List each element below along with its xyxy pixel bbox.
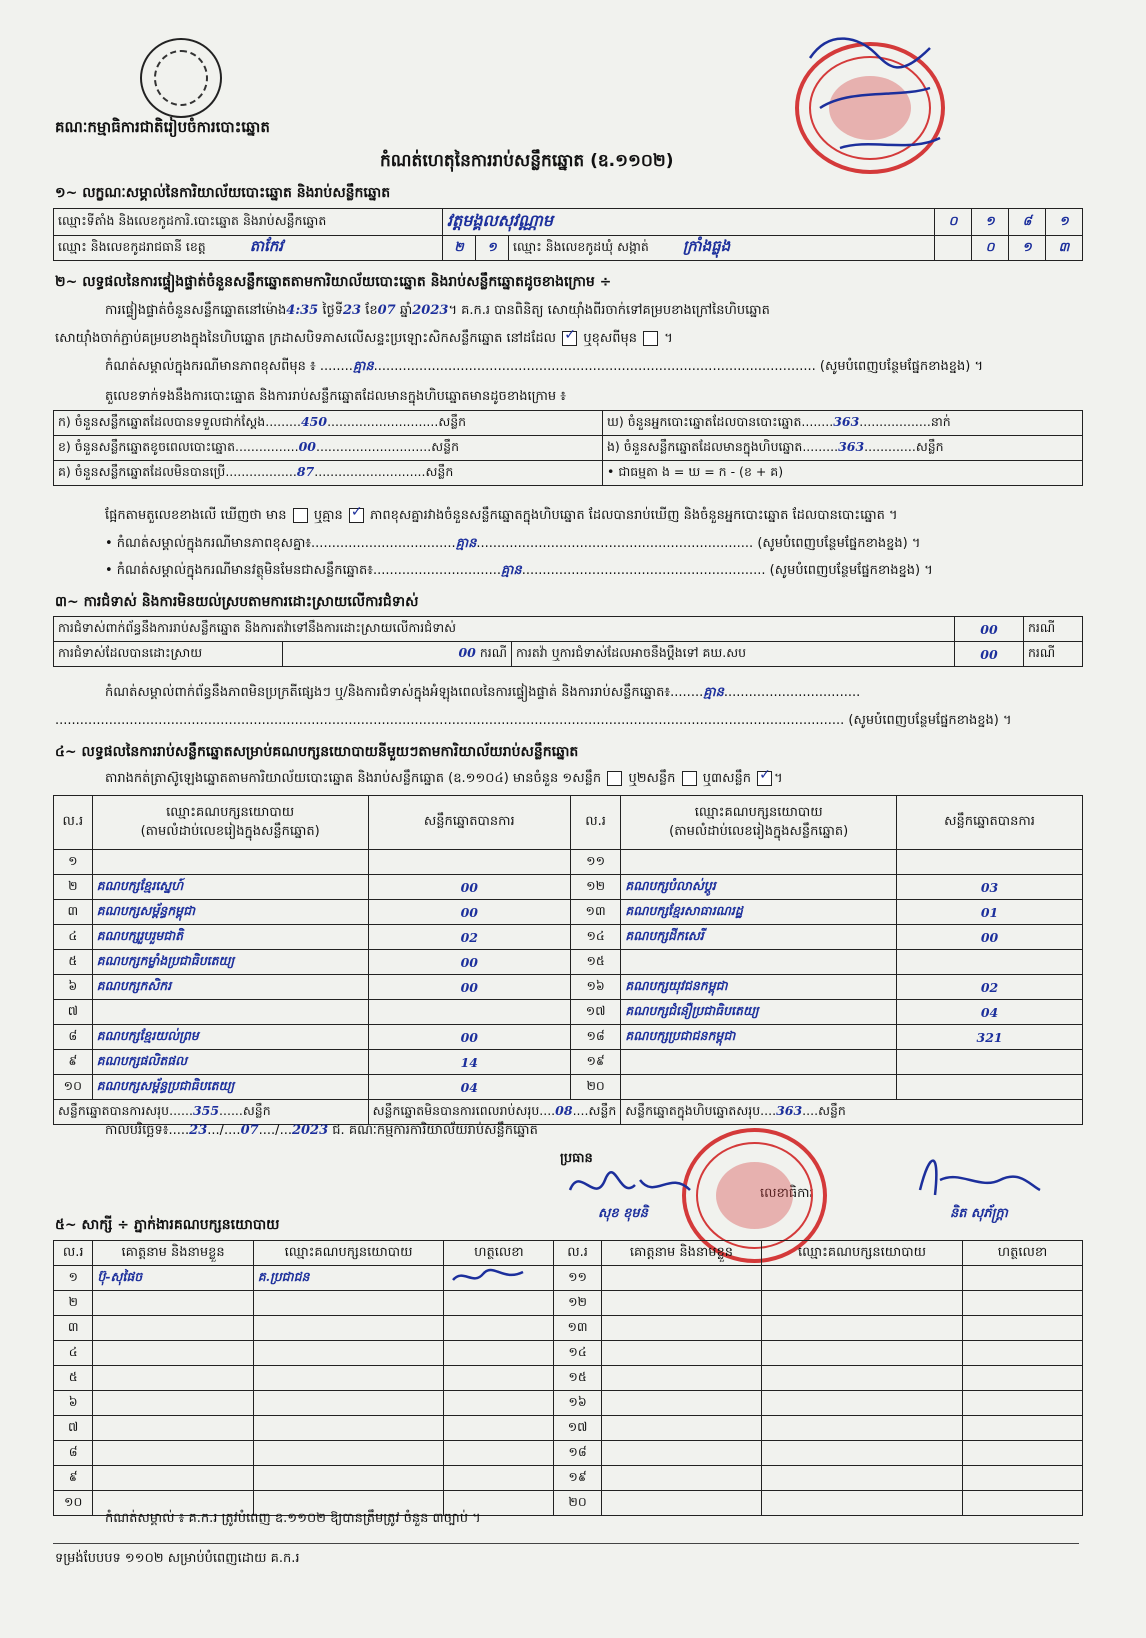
witness-signature [962, 1491, 1082, 1516]
witness-name [601, 1416, 761, 1441]
nec-emblem-icon [140, 38, 222, 118]
witness-signature-mark [448, 1268, 528, 1286]
witness-signature [444, 1366, 554, 1391]
organization-name: គណៈកម្មាធិការជាតិរៀបចំការបោះឆ្នោត [55, 118, 270, 136]
invalid-total-value: 08 [555, 1102, 573, 1118]
witness-no: ២០ [554, 1491, 601, 1516]
province-code-digit: ១ [476, 236, 509, 261]
result-no: ១ [54, 850, 93, 875]
result-party: គណបក្សជំនឿប្រជាធិបតេយ្យ [621, 1000, 897, 1025]
result-votes: 00 [368, 975, 570, 1000]
result-votes [897, 1075, 1083, 1100]
verify-time: 4:35 [286, 303, 319, 318]
witness-name [601, 1441, 761, 1466]
witness-signature [962, 1466, 1082, 1491]
ballots-in-box-value: 363 [838, 438, 865, 454]
witness-no: ១០ [54, 1491, 93, 1516]
witness-name [93, 1341, 253, 1366]
witness-row [54, 1441, 1083, 1466]
result-party: គណបក្សដីកសេរី [621, 925, 897, 950]
witness-no: ២ [54, 1291, 93, 1316]
form-title: កំណត់ហេតុនៃការរាប់សន្លឹកឆ្នោត (ឧ.១១០២) [380, 151, 674, 171]
result-no: ១៣ [570, 900, 620, 925]
witness-signature [444, 1291, 554, 1316]
note-discrepancy: • កំណត់សម្គាល់ក្នុងករណីមានភាពខុសគ្នា៖...................................គ្មាន................................................................... (សូមបំពេញបន្ថែមផ្នែកខាងខ្នង) ។ [105, 536, 921, 551]
witness-party: គ.ប្រជាជន [253, 1266, 444, 1291]
province-value: តាកែវ [249, 237, 284, 255]
witness-name [601, 1266, 761, 1291]
witness-row [54, 1291, 1083, 1316]
secretary-label: លេខាធិការ [760, 1186, 814, 1201]
result-no: ៤ [54, 925, 93, 950]
result-votes [368, 850, 570, 875]
witness-no: ១៧ [554, 1416, 601, 1441]
location-code-digit: ៨ [1009, 209, 1046, 236]
result-no: ១៨ [570, 1025, 620, 1050]
witness-signature [444, 1316, 554, 1341]
result-votes [897, 1050, 1083, 1075]
result-votes: 00 [368, 900, 570, 925]
result-votes: 14 [368, 1050, 570, 1075]
totals-row [54, 1100, 1083, 1125]
witness-party [253, 1316, 444, 1341]
chair-label: ប្រធាន [560, 1151, 593, 1166]
result-party: គណបក្សកសិករ [92, 975, 368, 1000]
result-party [621, 1075, 897, 1100]
province-label: ឈ្មោះ និងលេខកូដរាជធានី ខេត្ត តាកែវ [54, 236, 443, 261]
witness-signature [962, 1416, 1082, 1441]
witness-no: ១៦ [554, 1391, 601, 1416]
witness-note: កំណត់សម្គាល់ ៖ គ.ក.រ ត្រូវបំពេញ ឧ.១១០២ ឱ្យបានត្រឹមត្រូវ ចំនួន ៣ច្បាប់ ។ [105, 1511, 481, 1526]
section5-heading: ៥~ សាក្សី ÷ ភ្នាក់ងារគណបក្សនយោបាយ [55, 1217, 280, 1233]
result-party: គណបក្សផលិតផល [92, 1050, 368, 1075]
result-row [54, 900, 1083, 925]
witness-name [601, 1391, 761, 1416]
appeals-count: 00 [955, 642, 1024, 667]
witness-party [762, 1341, 963, 1366]
unused-ballots-value: 87 [296, 463, 315, 479]
witness-no: ១១ [554, 1266, 601, 1291]
result-no: ១៦ [570, 975, 620, 1000]
witness-no: ១៣ [554, 1316, 601, 1341]
figures-table: ក) ចំនួនសន្លឹកឆ្នោតដែលបានទទួលជាក់ស្តែង.........450............................សន្លឹក ឃ) ចំនួនអ្នកបោះឆ្នោតដែលបានបោះឆ្នោត........363..................នាក់ ខ) ចំនួនសន្លឹកឆ្នោតខូចពេលបោះឆ្នោត................00.............................សន្លឹក ង) ចំនួនសន្លឹកឆ្នោតដែលមានក្នុងហិបឆ្នោត.........363.............សន្លឹក គ) ចំនួនសន្លឹកឆ្នោតដែលមិនបានប្រើ..................87............................សន្លឹក • ជាធម្មតា ង = ឃ = ក - (ខ + គ) [53, 410, 1083, 486]
witness-name [601, 1491, 761, 1516]
witness-party [762, 1441, 963, 1466]
result-party: គណបក្សយុវជនកម្ពុជា [621, 975, 897, 1000]
result-row [54, 925, 1083, 950]
result-votes: 00 [368, 1025, 570, 1050]
witness-name [601, 1341, 761, 1366]
result-votes: 02 [897, 975, 1083, 1000]
result-party [621, 950, 897, 975]
changed-checkbox[interactable] [643, 331, 658, 346]
tally-sheets-line: តារាងកត់ត្រាស៊ូឡេងឆ្នោតតាមការិយាល័យបោះឆ្នោត និងរាប់សន្លឹកឆ្នោត (ឧ.១១០៤) មានចំនួន ១សន្លឹក ឬ២សន្លឹក ឬ៣សន្លឹក ✓ ។ [105, 770, 783, 789]
results-table: ល.រ ឈ្មោះគណបក្សនយោបាយ (តាមលំដាប់លេខរៀងក្នុងសន្លឹកឆ្នោត) សន្លឹកឆ្នោតបានការ ល.រ ឈ្មោះគណបក្សនយោបាយ (តាមលំដាប់លេខរៀងក្នុងសន្លឹកឆ្នោត) សន្លឹកឆ្នោតបានការ ១ ១១ ២ គណបក្សខ្មែរស្នេហ៍ 00 ១២ គណបក្សបំលាស់ប្ដូរ 03 ៣ គណបក្សសម្ព័ន្ធកម្ពុជា 00 ១៣ គណបក្សខ្មែរសាធារណរដ្ឋ 01 ៤ គណបក្សរួបរួមជាតិ 02 ១៤ គណបក្សដីកសេរី 00 ៥ គណបក្សកម្លាំងប្រជាធិបតេយ្យ 00 ១៥ ៦ គណបក្សកសិករ 00 ១៦ គណបក្សយុវជនកម្ពុជា 02 ៧ ១៧ គណបក្សជំនឿប្រជាធិបតេយ្យ 04 ៨ គណបក្សខ្មែរយល់ព្រម 00 ១៨ គណបក្សប្រជាជនកម្ពុជា 321 ៩ គណបក្សផលិតផល 14 ១៩ ១០ គណបក្សសម្ព័ន្ធប្រជាធិបតេយ្យ 04 ២០ សន្លឹកឆ្នោតបានការសរុប......355......សន្លឹក សន្លឹកឆ្នោតមិនបានការពេលរាប់សរុប....08....សន្លឹក សន្លឹកឆ្នោតក្នុងហិបឆ្នោតសរុប....363....សន្លឹក [53, 795, 1083, 1125]
witness-name [93, 1316, 253, 1341]
verify-year: 2023 [412, 303, 449, 318]
witness-name [93, 1391, 253, 1416]
witness-row [54, 1366, 1083, 1391]
witness-no: ៩ [54, 1466, 93, 1491]
discrepancy-line: ផ្អែកតាមតួលេខខាងលើ ឃើញថា មាន ឬគ្មាន ✓ ភាពខុសគ្នារវាងចំនួនសន្លឹកឆ្នោតក្នុងហិបឆ្នោត ដែលបានរាប់ឃើញ និងចំនួនអ្នកបោះឆ្នោត ដែលបានបោះឆ្នោត ។ [105, 507, 898, 526]
secretary-signature [900, 1140, 1050, 1210]
result-votes [897, 950, 1083, 975]
objections-table: ការជំទាស់ពាក់ព័ន្ធនឹងការរាប់សន្លឹកឆ្នោត និងការតវ៉ាទៅនឹងការដោះស្រាយលើការជំទាស់ 00 ករណី ការជំទាស់ដែលបានដោះស្រាយ 00 ករណី ការតវ៉ា ឬការជំទាស់ដែលអាចនឹងប្តឹងទៅ គឃ.សប 00 ករណី [53, 616, 1083, 667]
result-votes [897, 850, 1083, 875]
witness-row [54, 1416, 1083, 1441]
result-no: ១៤ [570, 925, 620, 950]
location-code-digit: ១ [972, 209, 1009, 236]
one-sheet-checkbox[interactable] [607, 771, 622, 786]
note-irregularities: កំណត់សម្គាល់ពាក់ព័ន្ធនឹងភាពមិនប្រក្រតីផ្សេងៗ ឬ/និងការជំទាស់ក្នុងអំឡុងពេលនៃការផ្ទៀងផ្ទាត់ និងការរាប់សន្លឹកឆ្នោត៖........គ្មាន................................. [105, 685, 861, 700]
witness-party [253, 1466, 444, 1491]
witness-signature [444, 1341, 554, 1366]
result-row [54, 1075, 1083, 1100]
secretary-name: និត សុភ័ក្ត្រា [950, 1206, 1008, 1221]
verify-month: 07 [377, 303, 396, 318]
witness-row [54, 1466, 1083, 1491]
box-total-value: 363 [776, 1102, 803, 1118]
witness-party [253, 1391, 444, 1416]
result-votes: 00 [368, 950, 570, 975]
section1-table [53, 208, 1083, 261]
result-votes: 321 [897, 1025, 1083, 1050]
location-value: វត្តមង្គលសុវណ្ណាម [443, 209, 935, 236]
result-no: ១១ [570, 850, 620, 875]
result-row [54, 975, 1083, 1000]
result-no: ៦ [54, 975, 93, 1000]
witness-no: ១៥ [554, 1366, 601, 1391]
witness-row [54, 1266, 1083, 1291]
witness-party [253, 1441, 444, 1466]
result-party [92, 850, 368, 875]
result-party: គណបក្សសម្ព័ន្ធប្រជាធិបតេយ្យ [92, 1075, 368, 1100]
note-foreign-objects: • កំណត់សម្គាល់ក្នុងករណីមានវត្ថុមិនមែនជាសន្លឹកឆ្នោត៖...............................គ្មាន........................................................... (សូមបំពេញបន្ថែមផ្នែកខាងខ្នង) ។ [105, 563, 933, 578]
valid-total-value: 355 [192, 1102, 220, 1118]
witness-name [93, 1466, 253, 1491]
result-votes: 03 [897, 875, 1083, 900]
section2-heading: ២~ លទ្ធផលនៃការផ្ទៀងផ្ទាត់ចំនួនសន្លឹកឆ្នោតតាមការិយាល័យបោះឆ្នោត និងរាប់សន្លឹកឆ្នោតដូចខាងក្រោម ÷ [55, 274, 612, 290]
result-no: ១៩ [570, 1050, 620, 1075]
result-party: គណបក្សបំលាស់ប្ដូរ [621, 875, 897, 900]
witness-signature [962, 1366, 1082, 1391]
verification-paragraph: ការផ្ទៀងផ្ទាត់ចំនួនសន្លឹកឆ្នោតនៅម៉ោង4:35 ថ្ងៃទី23 ខែ07 ឆ្នាំ2023។ គ.ក.រ បានពិនិត្យ សោយ៉ាំងពីរចាក់ទៅគម្របខាងក្រៅនៃហិបឆ្នោត [105, 303, 770, 318]
witness-signature [962, 1391, 1082, 1416]
resolved-count: 00 [458, 644, 476, 660]
witness-party [762, 1366, 963, 1391]
witness-name [93, 1366, 253, 1391]
result-votes: 04 [368, 1075, 570, 1100]
witness-signature [962, 1266, 1082, 1291]
witness-signature [962, 1291, 1082, 1316]
verify-day: 23 [343, 303, 362, 318]
result-no: ២ [54, 875, 93, 900]
witness-no: ៨ [54, 1441, 93, 1466]
result-party: គណបក្សប្រជាជនកម្ពុជា [621, 1025, 897, 1050]
voters-value: 363 [833, 413, 860, 429]
has-discrepancy-checkbox[interactable] [293, 508, 308, 523]
result-party: គណបក្សរួបរួមជាតិ [92, 925, 368, 950]
result-no: ១២ [570, 875, 620, 900]
signing-date: កាលបរិច្ឆេទ៖.....23.../....07..../...2023 ជ. គណៈកម្មការការិយាល័យរាប់សន្លឹកឆ្នោត [105, 1123, 538, 1138]
form-footer: ទម្រង់បែបបទ ១១០២ សម្រាប់បំពេញដោយ គ.ក.រ [55, 1551, 300, 1566]
witness-no: ៧ [54, 1416, 93, 1441]
witness-name [601, 1291, 761, 1316]
witness-signature [962, 1341, 1082, 1366]
witness-party [762, 1466, 963, 1491]
result-votes: 01 [897, 900, 1083, 925]
witness-no: ១២ [554, 1291, 601, 1316]
figures-intro: តួលេខទាក់ទងនឹងការបោះឆ្នោត និងការរាប់សន្លឹកឆ្នោតដែលមានក្នុងហិបឆ្នោតមានដូចខាងក្រោម ៖ [105, 389, 566, 404]
formula: • ជាធម្មតា ង = ឃ = ក - (ខ + គ) [603, 461, 1083, 486]
invalid-total: សន្លឹកឆ្នោតមិនបានការពេលរាប់សរុប....08....សន្លឹក [368, 1100, 621, 1125]
result-votes: 00 [368, 875, 570, 900]
chair-name: សុខ ខុមនិ [598, 1206, 648, 1221]
result-no: ៧ [54, 1000, 93, 1025]
three-sheets-checkbox[interactable] [757, 771, 772, 786]
result-votes [368, 1000, 570, 1025]
two-sheets-checkbox[interactable] [682, 771, 697, 786]
result-party [92, 1000, 368, 1025]
footer-divider [53, 1543, 1079, 1544]
result-row [54, 1000, 1083, 1025]
result-votes: 02 [368, 925, 570, 950]
result-votes: 00 [897, 925, 1083, 950]
result-votes: 04 [897, 1000, 1083, 1025]
province-code-digit: ២ [443, 236, 476, 261]
commune-code-digit: ០ [972, 236, 1009, 261]
witness-signature [444, 1416, 554, 1441]
result-no: ៣ [54, 900, 93, 925]
witness-name [601, 1466, 761, 1491]
unchanged-checkbox[interactable] [562, 331, 577, 346]
witness-no: ៦ [54, 1391, 93, 1416]
witness-party [762, 1316, 963, 1341]
section1-heading: ១~ លក្ខណៈសម្គាល់នៃការិយាល័យបោះឆ្នោត និងរាប់សន្លឹកឆ្នោត [55, 185, 391, 201]
witness-signature [444, 1441, 554, 1466]
witness-name [93, 1441, 253, 1466]
objections-count: 00 [955, 617, 1024, 642]
received-ballots-value: 450 [300, 413, 328, 429]
witness-row [54, 1316, 1083, 1341]
result-no: ៨ [54, 1025, 93, 1050]
commune-label: ឈ្មោះ និងលេខកូដឃុំ សង្កាត់ ក្រាំងធ្លុង [509, 236, 935, 261]
result-no: ៩ [54, 1050, 93, 1075]
witness-party [253, 1416, 444, 1441]
witness-no: ៥ [54, 1366, 93, 1391]
witness-name [93, 1291, 253, 1316]
commune-code-digit: ១ [1009, 236, 1046, 261]
witness-row [54, 1391, 1083, 1416]
witness-party [762, 1416, 963, 1441]
result-party: គណបក្សខ្មែរស្នេហ៍ [92, 875, 368, 900]
result-party [621, 850, 897, 875]
commune-value: ក្រាំងធ្លុង [682, 237, 731, 255]
witness-party [762, 1491, 963, 1516]
witness-party [762, 1291, 963, 1316]
witness-no: ៣ [54, 1316, 93, 1341]
witness-party [762, 1266, 963, 1291]
location-code-digit: ១ [1046, 209, 1083, 236]
result-no: ៥ [54, 950, 93, 975]
result-party [621, 1050, 897, 1075]
result-row [54, 850, 1083, 875]
witness-no: ១៤ [554, 1341, 601, 1366]
result-party: គណបក្សខ្មែរយល់ព្រម [92, 1025, 368, 1050]
result-row [54, 950, 1083, 975]
witness-table: ល.រ គោត្តនាម និងនាមខ្លួន ឈ្មោះគណបក្សនយោបាយ ហត្ថលេខា ល.រ គោត្តនាម និងនាមខ្លួន ឈ្មោះគណបក្សនយោបាយ ហត្ថលេខា ១ ប៊ុ-សុផៃច គ.ប្រជាជន ១១ ២ ១២ ៣ ១៣ ៤ ១៤ ៥ ១៥ ៦ ១៦ ៧ ១៧ ៨ ១៨ ៩ ១៩ ១០ ២០ [53, 1240, 1083, 1516]
result-no: ១៥ [570, 950, 620, 975]
note-irregularities-fill: ............................................................................................................................................................................................... (សូមបំពេញបន្ថែមផ្នែកខាងខ្នង) ។ [55, 713, 1012, 728]
note-change: កំណត់សម្គាល់ក្នុងករណីមានភាពខុសពីមុន ៖ ........គ្មាន........................................................................................................... (សូមបំពេញបន្ថែមផ្នែកខាងខ្នង) ។ [105, 359, 984, 374]
signature-top [780, 18, 970, 178]
witness-signature [962, 1441, 1082, 1466]
result-party: គណបក្សកម្លាំងប្រជាធិបតេយ្យ [92, 950, 368, 975]
witness-no: ១ [54, 1266, 93, 1291]
result-party: គណបក្សសម្ព័ន្ធកម្ពុជា [92, 900, 368, 925]
result-no: ១០ [54, 1075, 93, 1100]
witness-party [253, 1341, 444, 1366]
result-party: គណបក្សខ្មែរសាធារណរដ្ឋ [621, 900, 897, 925]
witness-name [601, 1366, 761, 1391]
witness-no: ១៨ [554, 1441, 601, 1466]
no-discrepancy-checkbox[interactable] [349, 508, 364, 523]
witness-row [54, 1341, 1083, 1366]
commune-code-digit: ៣ [1046, 236, 1083, 261]
box-total: សន្លឹកឆ្នោតក្នុងហិបឆ្នោតសរុប....363....សន្លឹក [621, 1100, 1083, 1125]
witness-name [601, 1316, 761, 1341]
spoiled-ballots-value: 00 [298, 438, 316, 454]
section4-heading: ៤~ លទ្ធផលនៃការរាប់សន្លឹកឆ្នោតសម្រាប់គណបក្សនយោបាយនីមួយៗតាមការិយាល័យរាប់សន្លឹកឆ្នោត [55, 744, 579, 760]
witness-name [93, 1416, 253, 1441]
witness-signature [444, 1266, 554, 1291]
witness-signature [962, 1316, 1082, 1341]
location-label: ឈ្មោះទីតាំង និងលេខកូដការិ.បោះឆ្នោត និងរាប់សន្លឹកឆ្នោត [54, 209, 443, 236]
result-no: ១៧ [570, 1000, 620, 1025]
result-no: ២០ [570, 1075, 620, 1100]
witness-signature [444, 1466, 554, 1491]
result-row [54, 1050, 1083, 1075]
witness-no: ៤ [54, 1341, 93, 1366]
location-code-digit: ០ [935, 209, 972, 236]
witness-name: ប៊ុ-សុផៃច [93, 1266, 253, 1291]
result-row [54, 1025, 1083, 1050]
witness-no: ១៩ [554, 1466, 601, 1491]
witness-party [253, 1366, 444, 1391]
seal-paragraph: សោយ៉ាំងចាក់ភ្ជាប់គម្របខាងក្នុងនៃហិបឆ្នោត ក្រដាសបិទភាសលើសន្ទះប្រឡោះសិកសន្លឹកឆ្នោត នៅដដែល ✓ ឬខុសពីមុន ។ [55, 330, 673, 349]
witness-signature [444, 1391, 554, 1416]
witness-party [762, 1391, 963, 1416]
witness-party [253, 1291, 444, 1316]
valid-total: សន្លឹកឆ្នោតបានការសរុប......355......សន្លឹក [54, 1100, 369, 1125]
result-row [54, 875, 1083, 900]
section3-heading: ៣~ ការជំទាស់ និងការមិនយល់ស្របតាមការដោះស្រាយលើការជំទាស់ [55, 594, 419, 610]
